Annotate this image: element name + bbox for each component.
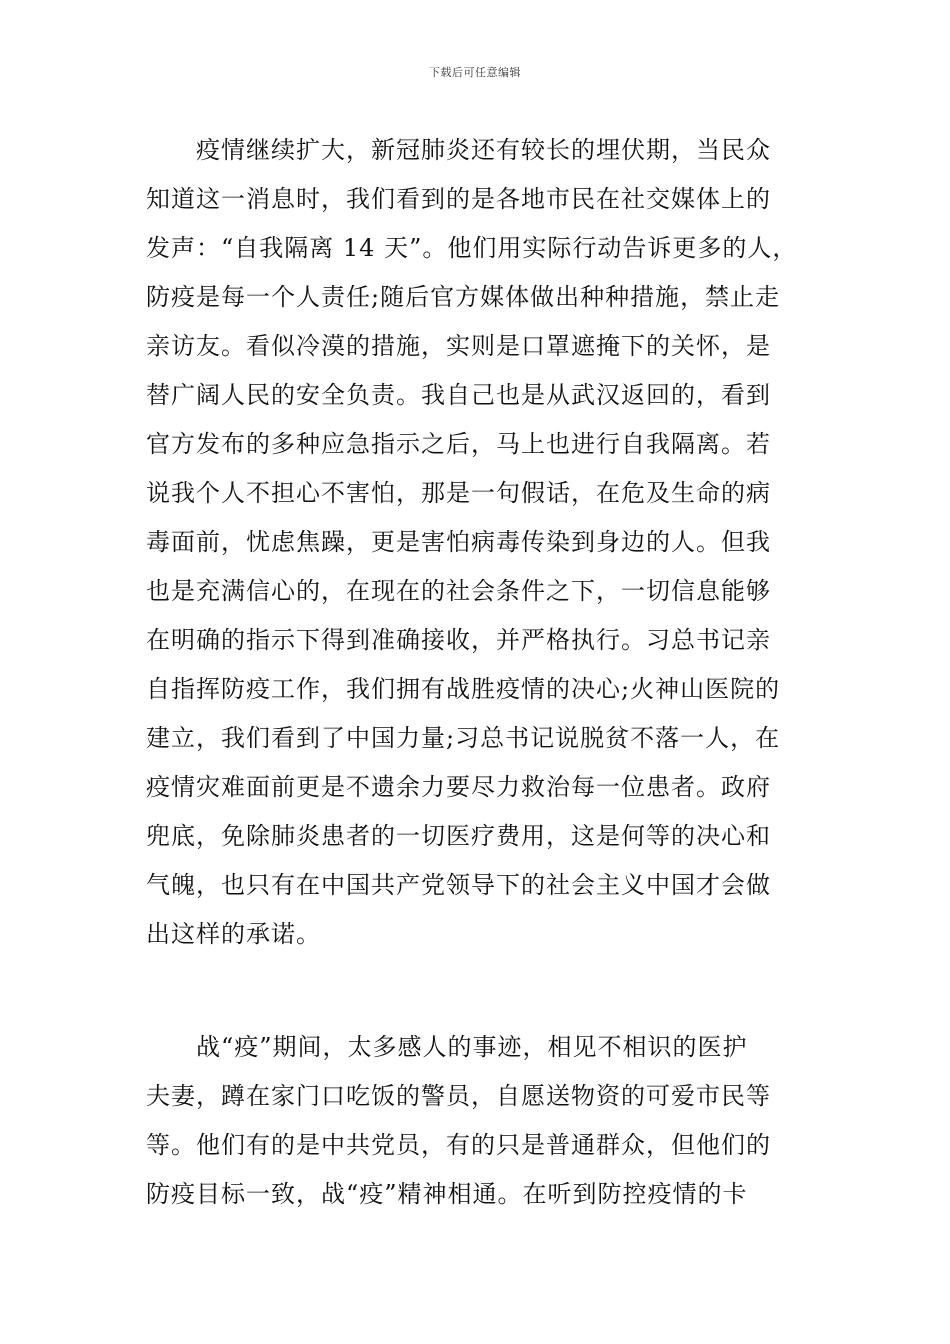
paragraph-1 — [146, 126, 826, 959]
text-line: 也是充满信心的，在现在的社会条件之下，一切信息能够 — [146, 577, 771, 605]
text-line: 知道这一消息时，我们看到的是各地市民在社交媒体上的 — [146, 185, 771, 213]
text-line: 防疫目标一致，战“疫”精神相通。在听到防控疫情的卡 — [146, 1180, 748, 1208]
text-line: 兜底，免除肺炎患者的一切医疗费用，这是何等的决心和 — [146, 822, 771, 850]
text-line: 气魄，也只有在中国共产党领导下的社会主义中国才会做 — [146, 871, 771, 899]
text-line: 官方发布的多种应急指示之后，马上也进行自我隔离。若 — [146, 430, 771, 458]
paragraph-2 — [146, 1023, 826, 1219]
text-line: 建立，我们看到了中国力量;习总书记说脱贫不落一人，在 — [146, 724, 781, 752]
text-line: 夫妻，蹲在家门口吃饭的警员，自愿送物资的可爱市民等 — [146, 1082, 771, 1110]
page-header: 下载后可任意编辑 — [429, 66, 521, 79]
text-line: 疫情灾难面前更是不遗余力要尽力救治每一位患者。政府 — [146, 773, 771, 801]
text-line: 自指挥防疫工作，我们拥有战胜疫情的决心;火神山医院的 — [146, 675, 781, 703]
text-line: 等。他们有的是中共党员，有的只是普通群众，但他们的 — [146, 1131, 771, 1159]
text-line: 出这样的承诺。 — [146, 920, 321, 948]
text-line: 替广阔人民的安全负责。我自己也是从武汉返回的，看到 — [146, 381, 771, 409]
text-line: 发声：“自我隔离 14 天”。他们用实际行动告诉更多的人， — [146, 234, 798, 262]
text-line: 亲访友。看似冷漠的措施，实则是口罩遮掩下的关怀，是 — [146, 332, 771, 360]
text-line: 战“疫”期间，太多感人的事迹，相见不相识的医护 — [146, 1033, 748, 1061]
text-line: 说我个人不担心不害怕，那是一句假话，在危及生命的病 — [146, 479, 771, 507]
text-line: 疫情继续扩大，新冠肺炎还有较长的埋伏期，当民众 — [146, 136, 771, 164]
text-line: 毒面前，忧虑焦躁，更是害怕病毒传染到身边的人。但我 — [146, 528, 771, 556]
text-line: 防疫是每一个人责任;随后官方媒体做出种种措施，禁止走 — [146, 283, 781, 311]
text-line: 在明确的指示下得到准确接收，并严格执行。习总书记亲 — [146, 626, 771, 654]
